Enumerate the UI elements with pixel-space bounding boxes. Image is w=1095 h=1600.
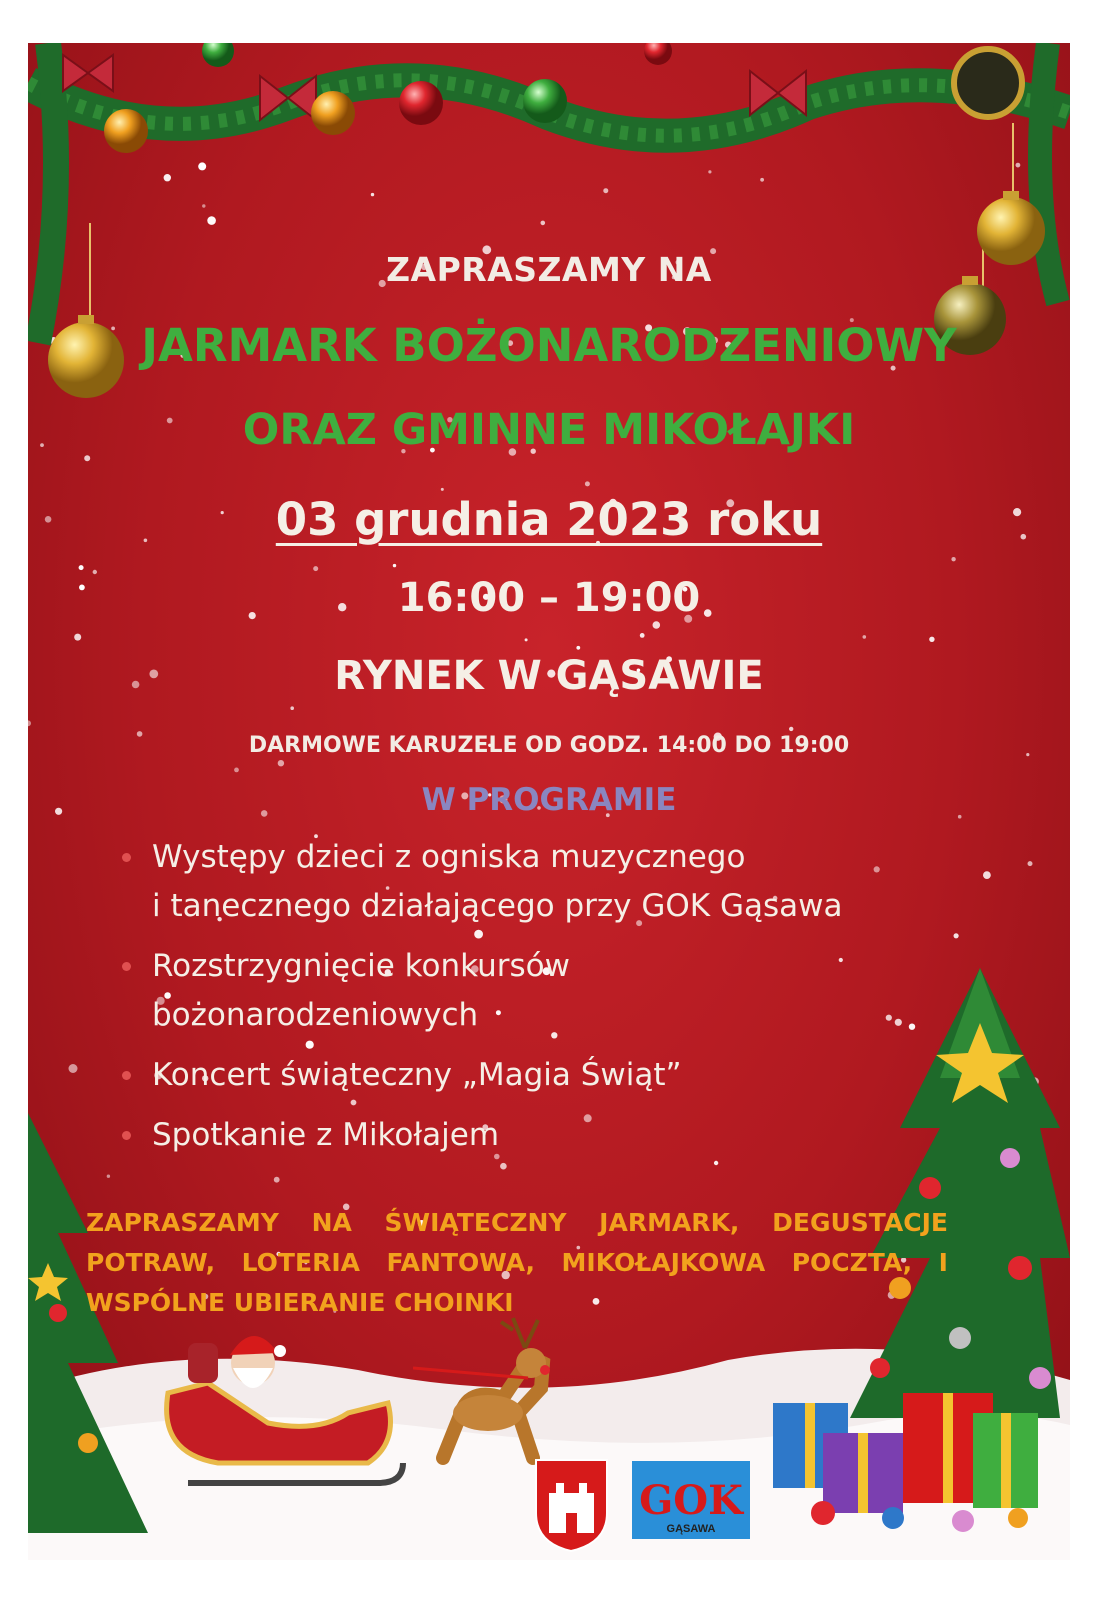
program-item (116, 1111, 956, 1160)
snowflake (525, 638, 528, 641)
snowflake (234, 768, 239, 773)
event-date: 03 grudnia 2023 roku (275, 493, 823, 546)
snowflake (278, 760, 284, 766)
event-place: RYNEK W GĄSAWIE (334, 653, 764, 699)
gift-boxes-icon (763, 1363, 1043, 1533)
program-item-line1: Rozstrzygnięcie konkursów (152, 948, 570, 984)
snowflake (84, 455, 90, 461)
snowflake (79, 565, 84, 570)
snowflake (640, 633, 645, 638)
footer-note: ZAPRASZAMY NA ŚWIĄTECZNY JARMARK, DEGUSTACJE POTRAW, LOTERIA FANTOWA, MIKOŁAJKOWA POCZTA, I WSPÓLNE UBIERANIE CHOINKI (86, 1208, 948, 1317)
program-item-line1: Koncert świąteczny „Magia Świąt” (152, 1057, 682, 1093)
snowflake (576, 646, 580, 650)
snowflake (313, 566, 318, 571)
snowflake (69, 1064, 78, 1073)
bauble-icon (28, 43, 1070, 443)
snowflake (393, 564, 396, 567)
program-item (116, 1051, 956, 1100)
program-item-line2: i tanecznego działającego przy GOK Gąsawa (152, 888, 843, 924)
program-item (116, 942, 956, 1040)
coat-of-arms-icon (534, 1458, 609, 1553)
gok-logo-sub: GĄSAWA (666, 1523, 716, 1535)
bullet-icon (122, 962, 131, 971)
program-item (116, 833, 956, 931)
snowflake (1028, 861, 1033, 866)
reindeer-icon (413, 1308, 563, 1478)
free-rides-note: DARMOWE KARUZELE OD GODZ. 14:00 DO 19:00 (248, 733, 850, 758)
snowflake (274, 1177, 280, 1183)
program-list (116, 833, 956, 1171)
snowflake (585, 481, 590, 486)
snowflake (951, 557, 955, 561)
event-title-line1: JARMARK BOŻONARODZENIOWY (141, 319, 957, 372)
snowflake (290, 706, 294, 710)
snowflake (74, 634, 81, 641)
snowflake (441, 488, 444, 491)
gok-logo-letters: GOK (639, 1476, 743, 1524)
program-item-line2: bożonarodzeniowych (152, 997, 479, 1033)
snowflake (653, 621, 661, 629)
bullet-icon (122, 853, 131, 862)
program-item-line1: Występy dzieci z ogniska muzycznego (152, 839, 746, 875)
program-item-line1: Spotkanie z Mikołajem (152, 1117, 500, 1153)
christmas-poster (28, 43, 1070, 1560)
snowflake (93, 570, 97, 574)
snowflake (789, 727, 793, 731)
snowflake (863, 635, 867, 639)
snowflake (983, 871, 991, 879)
program-heading: W PROGRAMIE (421, 782, 677, 818)
christmas-tree-icon (28, 1113, 168, 1553)
santa-sleigh-icon (148, 1323, 408, 1493)
bullet-icon (122, 1071, 131, 1080)
snowflake (929, 637, 934, 642)
gok-logo-icon (632, 1461, 750, 1539)
event-time: 16:00 – 19:00 (397, 575, 701, 621)
event-title-line2: ORAZ GMINNE MIKOŁAJKI (242, 405, 856, 455)
invite-heading: ZAPRASZAMY NA (386, 250, 712, 289)
snowflake (28, 720, 31, 726)
